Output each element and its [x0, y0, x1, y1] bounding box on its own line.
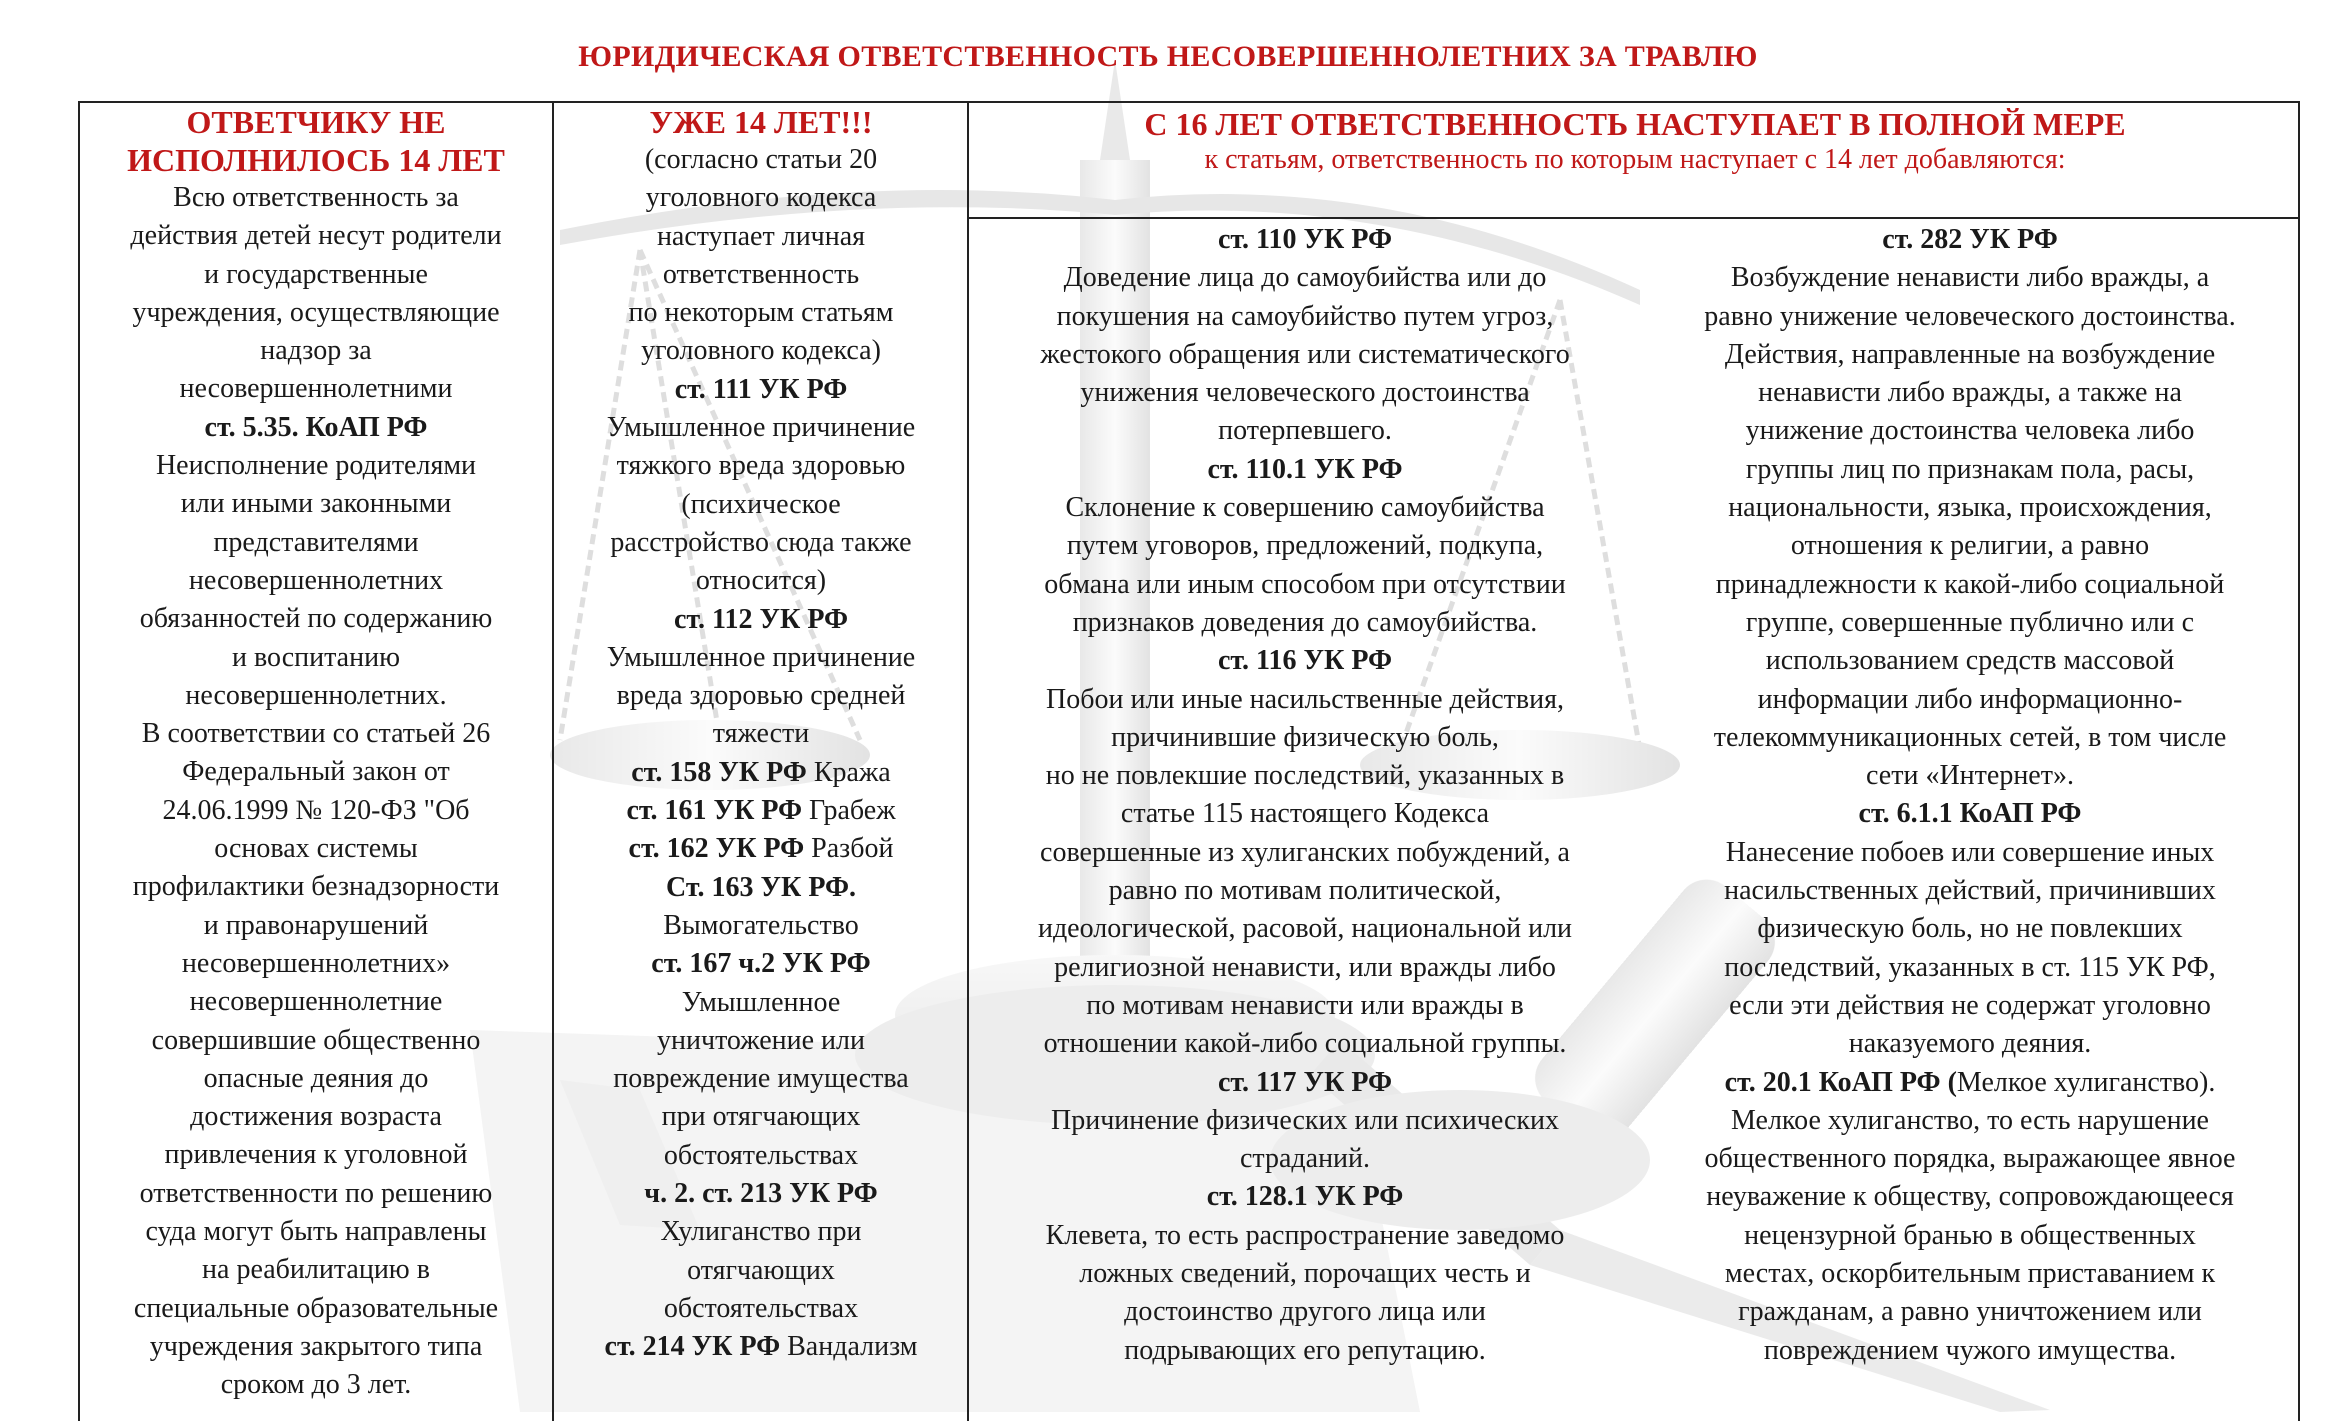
uk-213-text: отягчающих [687, 1254, 835, 1286]
uk-282-text: информации либо информационно- [1757, 683, 2183, 715]
uk-214-text: Вандализм [780, 1331, 918, 1363]
uk-282-text: группы лиц по признакам пола, расы, [1745, 453, 2195, 485]
col1-body-line: суда могут быть направлены [145, 1216, 487, 1248]
uk-282-text: телекоммуникационных сетей, в том числе [1713, 721, 2227, 753]
uk-167-text: повреждение имущества [613, 1063, 909, 1095]
koap-20-1-suffix: Мелкое хулиганство). [1956, 1066, 2216, 1098]
col1-body-line: специальные образовательные [133, 1292, 499, 1324]
uk-161-text: Грабеж [802, 795, 896, 827]
koap-20-1-text: неуважение к обществу, сопровождающееся [1706, 1181, 2234, 1213]
col1-body-line: сроком до 3 лет. [220, 1369, 412, 1401]
uk-282-text: унижение достоинства человека либо [1745, 415, 2195, 447]
document-title: ЮРИДИЧЕСКАЯ ОТВЕТСТВЕННОСТЬ НЕСОВЕРШЕННОЛЕТНИХ ЗА ТРАВЛЮ [578, 40, 1758, 73]
col1-body-line: опасные деяния до [203, 1062, 429, 1094]
article-uk-110: ст. 110 УК РФ [1217, 224, 1393, 255]
col1-body-line: несовершеннолетних [188, 564, 444, 596]
uk-110-1-text: Склонение к совершению самоубийства [1065, 492, 1545, 524]
koap-6-1-1-text: последствий, указанных в ст. 115 УК РФ, [1724, 951, 2216, 983]
col1-intro-line: Всю ответственность за [173, 182, 459, 213]
uk-116-text: статье 115 настоящего Кодекса [1120, 798, 1490, 830]
col2-intro-line: уголовного кодекса [645, 182, 877, 214]
koap-20-1-text: общественного порядка, выражающее явное [1704, 1143, 2236, 1175]
article-uk-111: ст. 111 УК РФ [674, 373, 848, 405]
uk-158-line [556, 754, 966, 792]
uk-282-text: национальности, языка, происхождения, [1728, 492, 2212, 524]
col1-heading-line2: ИСПОЛНИЛОСЬ 14 ЛЕТ [127, 142, 505, 178]
uk-161-line [556, 792, 966, 830]
col1-body-line: несовершеннолетние [189, 986, 443, 1018]
uk-117-text: страданий. [1239, 1143, 1371, 1175]
article-uk-167: ст. 167 ч.2 УК РФ [651, 948, 871, 980]
koap-20-1-text: гражданам, а равно уничтожением или [1738, 1296, 2202, 1328]
uk-111-text: (психическое [681, 488, 841, 520]
uk-116-text: равно по мотивам политической, [1108, 875, 1502, 907]
column-from-16-right [1640, 221, 2300, 1370]
column-from-16-header [970, 105, 2300, 177]
koap-20-1-text: нецензурной бранью в общественных [1744, 1219, 2196, 1251]
article-koap-20-1: ст. 20.1 КоАП РФ ( [1724, 1066, 1957, 1098]
uk-167-text: Умышленное [681, 986, 841, 1018]
uk-282-text: Действия, направленные на возбуждение [1724, 338, 2216, 370]
uk-110-1-text: путем уговоров, предложений, подкупа, [1066, 530, 1544, 562]
col1-body-line: несовершеннолетних. [185, 679, 447, 711]
article-uk-110-1: ст. 110.1 УК РФ [1207, 453, 1403, 485]
col2-heading: УЖЕ 14 ЛЕТ!!! [649, 104, 873, 140]
col1-body-line: профилактики безнадзорности [132, 871, 500, 903]
uk-162-text: Разбой [804, 833, 894, 865]
uk-110-1-text: обмана или иным способом при отсутствии [1044, 568, 1566, 600]
uk-116-text: Побои или иные насильственные действия, [1046, 683, 1564, 715]
koap-20-1-text: местах, оскорбительным приставанием к [1724, 1258, 2216, 1290]
uk-116-text: причинившие физическую боль, [1111, 721, 1499, 753]
column-from-14 [556, 103, 966, 1367]
uk-282-text: принадлежности к какой-либо социальной [1715, 568, 2225, 600]
col1-body-line: привлечения к уголовной [164, 1139, 468, 1171]
uk-128-1-text: Клевета, то есть распространение заведомо [1045, 1219, 1565, 1251]
article-uk-161: ст. 161 УК РФ [626, 795, 803, 827]
uk-167-text: при отягчающих [661, 1101, 861, 1133]
uk-111-text: расстройство сюда также [610, 526, 912, 558]
uk-163-text: Вымогательство [663, 909, 859, 941]
table-divider-2 [967, 101, 969, 1421]
koap-6-1-1-text: физическую боль, но не повлекших [1757, 913, 2183, 945]
uk-158-text: Кража [806, 756, 891, 788]
col3-subheading: к статьям, ответственность по которым наступает с 14 лет добавляются: [1204, 144, 2066, 175]
article-uk-112: ст. 112 УК РФ [673, 603, 849, 635]
uk-112-text: вреда здоровью средней [616, 680, 906, 712]
koap-20-1-text: повреждением чужого имущества. [1763, 1334, 2177, 1366]
col1-body-line: учреждения закрытого типа [149, 1330, 483, 1362]
article-uk-163: Ст. 163 УК РФ. [665, 871, 857, 903]
col2-intro-line: по некоторым статьям [628, 297, 894, 329]
uk-111-text: относится) [695, 565, 827, 597]
col1-heading-line1: ОТВЕТЧИКУ НЕ [186, 104, 446, 140]
article-uk-214: ст. 214 УК РФ [604, 1331, 781, 1363]
col1-body-line: ответственности по решению [139, 1177, 493, 1209]
koap-6-1-1-text: наказуемого деяния. [1848, 1028, 2092, 1060]
col1-body-line: Неисполнение родителями [155, 450, 477, 482]
col1-body-line: достижения возраста [190, 1101, 442, 1133]
uk-128-1-text: подрывающих его репутацию. [1124, 1334, 1486, 1366]
article-uk-117: ст. 117 УК РФ [1217, 1066, 1393, 1098]
col1-intro-line: учреждения, осуществляющие [132, 296, 500, 328]
table-border-left [78, 101, 80, 1421]
uk-282-text: ненависти либо вражды, а также на [1758, 377, 2182, 409]
uk-110-text: покушения на самоубийство путем угроз, [1056, 300, 1554, 332]
table-header-divider [967, 217, 2300, 219]
uk-282-text: Возбуждение ненависти либо вражды, а [1730, 262, 2210, 294]
koap-6-1-1-text: насильственных действий, причинивших [1724, 875, 2216, 907]
col2-intro-line: (согласно статьи 20 [644, 144, 878, 175]
article-uk-158: ст. 158 УК РФ [631, 756, 807, 788]
col1-body-line: В соответствии со статьей 26 [141, 718, 491, 750]
col1-body-line: обязанностей по содержанию [139, 603, 493, 635]
article-koap-6-1-1: ст. 6.1.1 КоАП РФ [1858, 798, 2082, 830]
uk-110-text: унижения человеческого достоинства [1080, 377, 1530, 409]
col1-body-line: Федеральный закон от [182, 756, 450, 788]
uk-214-line [556, 1328, 966, 1366]
article-uk-162: ст. 162 УК РФ [628, 833, 805, 865]
uk-116-text: совершенные из хулиганских побуждений, а [1040, 836, 1570, 868]
uk-110-text: потерпевшего. [1218, 415, 1392, 447]
col2-intro-line: наступает личная [656, 220, 866, 252]
col1-intro-line: и государственные [204, 258, 428, 290]
koap-6-1-1-text: Нанесение побоев или совершение иных [1725, 836, 2215, 868]
col1-intro-line: действия детей несут родители [130, 220, 502, 252]
article-uk-213: ч. 2. ст. 213 УК РФ [644, 1178, 878, 1210]
col1-body-line: основах системы [214, 833, 418, 865]
uk-112-text: Умышленное причинение [606, 641, 916, 673]
uk-116-text: религиозной ненависти, или вражды либо [1054, 951, 1556, 983]
col2-intro-line: ответственность [662, 258, 860, 290]
uk-282-text: группе, совершенные публично или с [1745, 606, 2195, 638]
uk-282-text: сети «Интернет». [1866, 760, 2074, 792]
col1-body-line: или иными законными [180, 488, 452, 520]
uk-110-text: жестокого обращения или систематического [1040, 338, 1570, 370]
koap-20-1-line [1640, 1064, 2300, 1102]
uk-213-text: обстоятельствах [663, 1292, 859, 1324]
col1-intro-line: несовершеннолетними [179, 373, 453, 405]
col1-body-line: совершившие общественно [151, 1024, 481, 1056]
uk-116-text: отношении какой-либо социальной группы. [1043, 1028, 1567, 1060]
col1-body-line: и правонарушений [203, 909, 429, 941]
uk-116-text: но не повлекшие последствий, указанных в [1045, 760, 1565, 792]
col1-body-line: на реабилитацию в [202, 1254, 430, 1286]
uk-111-text: тяжкого вреда здоровью [616, 450, 906, 482]
col1-body-line: и воспитанию [232, 641, 400, 673]
uk-111-text: Умышленное причинение [606, 412, 916, 444]
uk-282-text: отношения к религии, а равно [1790, 530, 2150, 562]
column-under-14 [82, 103, 550, 1405]
koap-20-1-text: Мелкое хулиганство, то есть нарушение [1731, 1104, 2209, 1136]
col3-heading: С 16 ЛЕТ ОТВЕТСТВЕННОСТЬ НАСТУПАЕТ В ПОЛНОЙ МЕРЕ [1144, 106, 2126, 142]
table-divider-1 [552, 101, 554, 1421]
uk-282-text: равно унижение человеческого достоинства. [1704, 300, 2236, 332]
col1-body-line: представителями [213, 526, 419, 558]
uk-112-text: тяжести [712, 718, 810, 750]
col1-intro-line: надзор за [260, 335, 372, 367]
uk-162-line [556, 830, 966, 868]
col1-body-line: 24.06.1999 № 120-ФЗ "Об [162, 794, 470, 826]
uk-167-text: уничтожение или [657, 1024, 865, 1056]
uk-116-text: по мотивам ненависти или вражды в [1086, 989, 1524, 1021]
article-uk-282: ст. 282 УК РФ [1882, 224, 2058, 255]
uk-117-text: Причинение физических или психических [1050, 1104, 1560, 1136]
uk-128-1-text: достоинство другого лица или [1124, 1296, 1486, 1328]
article-uk-128-1: ст. 128.1 УК РФ [1206, 1181, 1404, 1213]
uk-128-1-text: ложных сведений, порочащих честь и [1079, 1258, 1531, 1290]
uk-167-text: обстоятельствах [663, 1139, 859, 1171]
koap-6-1-1-text: если эти действия не содержат уголовно [1729, 989, 2211, 1021]
uk-110-text: Доведение лица до самоубийства или до [1063, 262, 1547, 294]
col1-body-line: несовершеннолетних» [181, 947, 451, 979]
article-uk-116: ст. 116 УК РФ [1217, 645, 1393, 677]
col2-intro-line: уголовного кодекса) [641, 335, 881, 367]
article-koap-5-35: ст. 5.35. КоАП РФ [204, 411, 428, 443]
uk-116-text: идеологической, расовой, национальной или [1037, 913, 1573, 945]
uk-110-1-text: признаков доведения до самоубийства. [1072, 606, 1538, 638]
uk-282-text: использованием средств массовой [1765, 645, 2175, 677]
column-from-16-left [975, 221, 1635, 1370]
uk-213-text: Хулиганство при [660, 1216, 862, 1248]
